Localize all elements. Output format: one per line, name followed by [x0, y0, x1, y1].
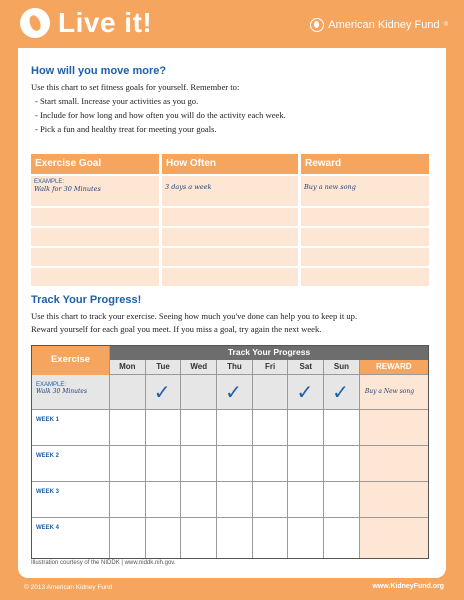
section2-heading: Track Your Progress! [31, 294, 142, 306]
goal-table-header [31, 154, 429, 174]
goal-example-cell [31, 176, 159, 206]
week-row [32, 482, 428, 518]
example-exercise-cell [32, 375, 110, 410]
example-day-cell [324, 375, 360, 410]
reward-cell[interactable] [301, 228, 429, 246]
week-label: WEEK 1 [36, 417, 60, 423]
example-day-cell [146, 375, 182, 410]
checkmark-icon: ✓ [225, 380, 242, 404]
org-mark: ® [443, 22, 448, 28]
day-tue: Tue [146, 360, 182, 375]
week-day-cell[interactable] [110, 446, 146, 482]
header-exercise-goal: Exercise Goal [31, 154, 159, 174]
week-day-cell[interactable] [324, 446, 360, 482]
week-day-cell[interactable] [217, 410, 253, 446]
bullet-1: - Start small. Increase your activities as you go. [35, 96, 199, 106]
illustration-credit: Illustration courtesy of the NIDDK | www.niddk.nih.gov. [31, 560, 176, 566]
often-cell[interactable] [162, 248, 298, 266]
week-day-cell[interactable] [253, 446, 289, 482]
goal-cell[interactable] [31, 248, 159, 266]
week-label-cell [32, 518, 110, 558]
header-how-often: How Often [162, 154, 298, 174]
goal-cell[interactable] [31, 208, 159, 226]
section1-heading: How will you move more? [31, 65, 167, 77]
reward-cell[interactable] [301, 268, 429, 286]
goal-table [31, 154, 429, 286]
org-logo [310, 18, 448, 32]
often-example-cell [162, 176, 298, 206]
week-day-cell[interactable] [253, 410, 289, 446]
example-goal: Walk for 30 Minutes [34, 185, 101, 193]
week-row [32, 518, 428, 558]
track-header-days [110, 360, 428, 375]
exercise-header: Exercise [50, 354, 91, 365]
week-day-cell[interactable] [288, 446, 324, 482]
example-reward: Buy a new song [304, 183, 356, 191]
often-cell[interactable] [162, 228, 298, 246]
week-day-cell[interactable] [288, 410, 324, 446]
reward-example-cell [301, 176, 429, 206]
week-reward-cell[interactable] [360, 446, 428, 482]
header-bar [0, 0, 464, 48]
week-day-cell[interactable] [110, 410, 146, 446]
week-day-cell[interactable] [181, 482, 217, 518]
week-day-cell[interactable] [253, 518, 289, 558]
goal-cell[interactable] [31, 268, 159, 286]
week-day-cell[interactable] [146, 482, 182, 518]
track-progress-table [31, 345, 429, 559]
progress-header: Track Your Progress [227, 347, 311, 357]
goal-example-row [31, 176, 429, 206]
week-day-cell[interactable] [217, 482, 253, 518]
day-mon: Mon [110, 360, 146, 375]
example-exercise: Walk 30 Minutes [36, 388, 88, 395]
goal-cell[interactable] [31, 228, 159, 246]
week-reward-cell[interactable] [360, 482, 428, 518]
copyright: © 2013 American Kidney Fund [24, 584, 113, 591]
track-header-top [32, 346, 428, 365]
example-day-cell [253, 375, 289, 410]
often-cell[interactable] [162, 268, 298, 286]
header-reward: Reward [301, 154, 429, 174]
week-day-cell[interactable] [253, 482, 289, 518]
day-thu: Thu [217, 360, 253, 375]
week-day-cell[interactable] [146, 410, 182, 446]
week-label-cell [32, 482, 110, 518]
section2-line-2: Reward yourself for each goal you meet. If you miss a goal, try again the next week. [31, 324, 322, 334]
bullet-2: - Include for how long and how often you will do the activity each week. [35, 110, 286, 120]
day-fri: Fri [253, 360, 289, 375]
bullet-3: - Pick a fun and healthy treat for meeting your goals. [35, 124, 217, 134]
week-row [32, 446, 428, 482]
week-day-cell[interactable] [324, 410, 360, 446]
week-day-cell[interactable] [324, 482, 360, 518]
week-label-cell [32, 410, 110, 446]
day-sun: Sun [324, 360, 360, 375]
reward-cell[interactable] [301, 208, 429, 226]
week-reward-cell[interactable] [360, 518, 428, 558]
week-label: WEEK 2 [36, 453, 60, 459]
week-label: WEEK 4 [36, 525, 60, 531]
example-label: EXAMPLE: [34, 179, 65, 185]
week-day-cell[interactable] [110, 482, 146, 518]
day-wed: Wed [181, 360, 217, 375]
example-reward: Buy a New song [364, 388, 415, 395]
akf-logo-icon [310, 18, 324, 32]
section2-line-1: Use this chart to track your exercise. Seeing how much you've done can help you to keep it up. [31, 311, 358, 321]
week-day-cell[interactable] [324, 518, 360, 558]
goal-row [31, 248, 429, 266]
week-day-cell[interactable] [181, 518, 217, 558]
content-panel [18, 48, 446, 578]
week-row [32, 410, 428, 446]
week-day-cell[interactable] [110, 518, 146, 558]
section1-intro: Use this chart to set fitness goals for yourself. Remember to: [31, 82, 240, 92]
week-day-cell[interactable] [146, 518, 182, 558]
example-day-cell [288, 375, 324, 410]
website-link[interactable]: www.KidneyFund.org [372, 583, 444, 590]
progress-header-cell [110, 346, 428, 360]
week-day-cell[interactable] [181, 410, 217, 446]
page-title: Live it! [58, 7, 153, 38]
example-often: 3 days a week [165, 183, 212, 191]
track-example-row [32, 375, 428, 410]
reward-header-cell [360, 360, 428, 375]
kidney-logo-icon [20, 8, 50, 38]
reward-header: REWARD [376, 362, 412, 371]
week-day-cell[interactable] [288, 482, 324, 518]
exercise-header-cell [32, 346, 110, 375]
goal-row [31, 208, 429, 226]
week-day-cell[interactable] [288, 518, 324, 558]
checkmark-icon: ✓ [332, 380, 349, 404]
reward-cell[interactable] [301, 248, 429, 266]
week-day-cell[interactable] [217, 446, 253, 482]
often-cell[interactable] [162, 208, 298, 226]
week-reward-cell[interactable] [360, 410, 428, 446]
example-day-cell [217, 375, 253, 410]
goal-row [31, 228, 429, 246]
checkmark-icon: ✓ [153, 380, 171, 404]
example-reward-cell [360, 375, 428, 410]
week-label: WEEK 3 [36, 489, 60, 495]
week-day-cell[interactable] [146, 446, 182, 482]
week-day-cell[interactable] [181, 446, 217, 482]
example-day-cell [110, 375, 146, 410]
week-day-cell[interactable] [217, 518, 253, 558]
checkmark-icon: ✓ [296, 380, 314, 404]
example-label: EXAMPLE: [36, 382, 67, 388]
week-label-cell [32, 446, 110, 482]
example-day-cell [181, 375, 217, 410]
day-sat: Sat [288, 360, 324, 375]
goal-row [31, 268, 429, 286]
org-name: American Kidney Fund [328, 19, 440, 31]
